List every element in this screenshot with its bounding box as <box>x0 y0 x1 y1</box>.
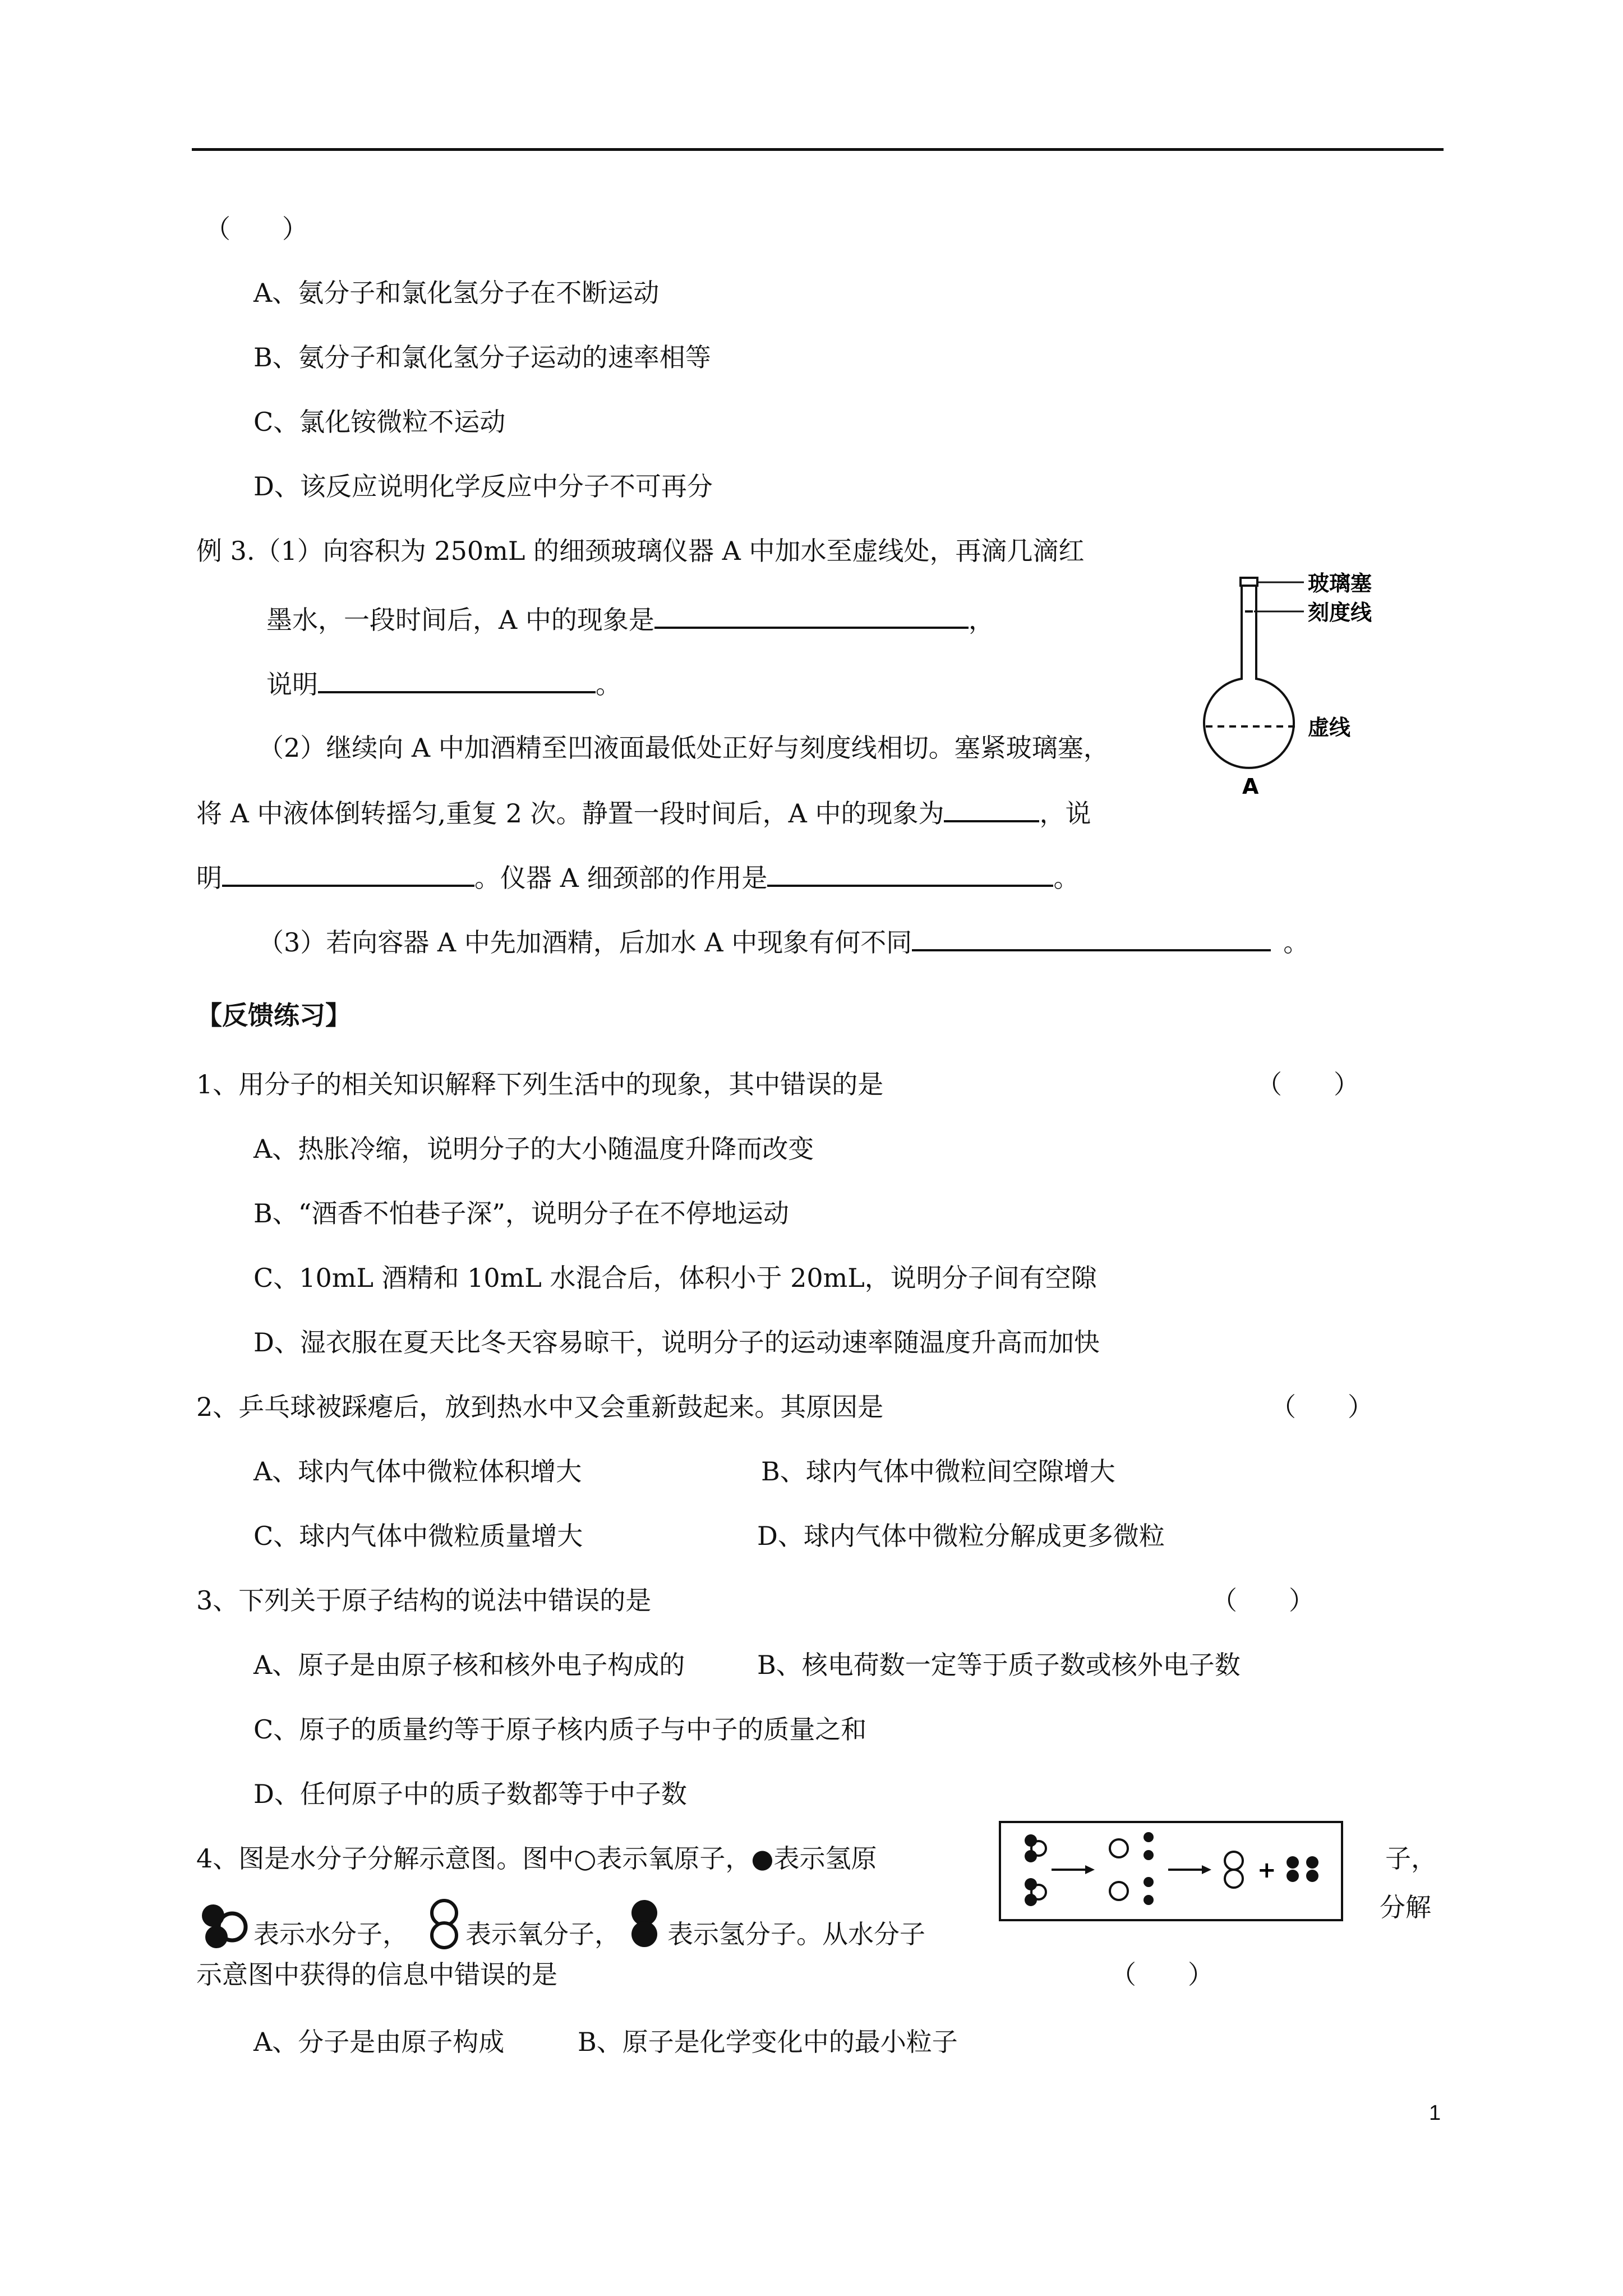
q1-option-d: D、湿衣服在夏天比冬天容易晾干，说明分子的运动速率随温度升高而加快 <box>253 1327 1100 1358</box>
q4-option-a: A、分子是由原子构成 <box>253 2027 505 2057</box>
hydrogen-molecule-icon <box>1306 1870 1318 1882</box>
oxygen-molecule-icon <box>422 1897 467 1950</box>
ex3-line5-text: 将 A 中液体倒转摇匀,重复 2 次。静置一段时间后，A 中的现象为 <box>196 798 944 829</box>
water-molecule-icon <box>197 1899 259 1949</box>
header-rule <box>192 148 1444 151</box>
oxygen-atom-icon <box>1110 1839 1128 1857</box>
flask-name-label: A <box>1242 774 1259 799</box>
q2-option-c: C、球内气体中微粒质量增大 <box>253 1521 583 1551</box>
oxygen-molecule-icon <box>1225 1870 1243 1888</box>
q4-hydrogen-text: 表示氢分子。从水分子 <box>667 1919 925 1949</box>
hydrogen-atom-icon <box>631 1921 657 1947</box>
ex3-line6-end: 。 <box>1053 863 1080 893</box>
q3-stem: 3、下列关于原子结构的说法中错误的是 <box>196 1585 652 1616</box>
section-title: 【反馈练习】 <box>196 1000 351 1030</box>
oxygen-atom-icon <box>432 1923 457 1948</box>
ex3-line3-text: 说明 <box>266 669 318 700</box>
hydrogen-atom-icon <box>1025 1878 1037 1890</box>
q3-paren: （ ） <box>1211 1585 1315 1616</box>
q2-option-b: B、球内气体中微粒间空隙增大 <box>761 1456 1115 1487</box>
water-decomposition-diagram <box>998 1820 1346 1924</box>
q1-stem: 1、用分子的相关知识解释下列生活中的现象，其中错误的是 <box>196 1069 884 1099</box>
hydrogen-molecule-icon <box>1306 1856 1318 1869</box>
ex3-line2-end: ， <box>968 605 994 635</box>
q3-option-a: A、原子是由原子核和核外电子构成的 <box>253 1650 685 1680</box>
ex3-line6-mid: 。仪器 A 细颈部的作用是 <box>474 863 768 893</box>
q4-stem-line1-end: 子， <box>1385 1843 1437 1874</box>
ex3-line4: （2）继续向 A 中加酒精至凹液面最低处正好与刻度线相切。塞紧玻璃塞， <box>258 733 1109 763</box>
q4-stem-line1: 4、图是水分子分解示意图。图中○表示氧原子，●表示氢原 <box>196 1843 877 1874</box>
ex3-line5 <box>196 795 1091 830</box>
ex3-line6-text: 明 <box>196 863 222 893</box>
hydrogen-atom-icon <box>1144 1850 1154 1860</box>
hydrogen-atom-icon <box>1025 1894 1037 1906</box>
q4-paren: （ ） <box>1110 1959 1214 1990</box>
ex3-line7-end: 。 <box>1283 927 1310 958</box>
ex3-line7 <box>258 924 1309 959</box>
page-number: 1 <box>1429 2101 1441 2125</box>
hydrogen-atom-icon <box>1144 1832 1154 1842</box>
stopper-label: 玻璃塞 <box>1308 571 1372 596</box>
option-a: A、氨分子和氯化氢分子在不断运动 <box>253 278 660 308</box>
ex3-line1: 例 3.（1）向容积为 250mL 的细颈玻璃仪器 A 中加水至虚线处，再滴几滴红 <box>196 536 1085 566</box>
glass-stopper <box>1241 578 1257 586</box>
scale-label: 刻度线 <box>1308 600 1372 625</box>
hydrogen-molecule-icon <box>1287 1870 1299 1882</box>
q1-option-a: A、热胀冷缩，说明分子的大小随温度升降而改变 <box>253 1134 814 1164</box>
hydrogen-atom-icon <box>1144 1895 1154 1905</box>
hydrogen-atom-icon <box>205 1926 228 1948</box>
ex3-line6 <box>196 860 1079 895</box>
flask-figure <box>1189 567 1424 802</box>
q3-option-d: D、任何原子中的质子数都等于中子数 <box>253 1779 687 1809</box>
ex3-line2 <box>266 602 994 637</box>
hydrogen-molecule-icon <box>624 1897 666 1950</box>
hydrogen-atom-icon <box>1144 1877 1154 1887</box>
q3-option-b: B、核电荷数一定等于质子数或核外电子数 <box>757 1650 1241 1680</box>
ex3-line3 <box>266 666 621 701</box>
answer-blank <box>654 602 969 629</box>
oxygen-atom-icon <box>1110 1882 1128 1900</box>
q4-water-text: 表示水分子， <box>253 1919 408 1949</box>
q1-option-b: B、“酒香不怕巷子深”，说明分子在不停地运动 <box>253 1198 789 1228</box>
option-c: C、氯化铵微粒不运动 <box>253 407 506 437</box>
ex3-line7-text: （3）若向容器 A 中先加酒精，后加水 A 中现象有何不同 <box>258 927 912 958</box>
hydrogen-atom-icon <box>202 1904 224 1927</box>
q2-option-d: D、球内气体中微粒分解成更多微粒 <box>757 1521 1165 1551</box>
q1-paren: （ ） <box>1256 1069 1359 1099</box>
q4-decompose-text: 分解 <box>1380 1892 1431 1922</box>
q4-option-b: B、原子是化学变化中的最小粒子 <box>578 2027 958 2057</box>
q2-paren: （ ） <box>1270 1392 1373 1422</box>
answer-paren: （ ） <box>205 214 308 244</box>
hydrogen-molecule-icon <box>1287 1856 1299 1869</box>
ex3-line2-text: 墨水，一段时间后，A 中的现象是 <box>266 605 654 635</box>
q4-stem-line3: 示意图中获得的信息中错误的是 <box>196 1959 557 1990</box>
ex3-line3-end: 。 <box>596 669 621 700</box>
answer-blank <box>318 666 596 693</box>
option-d: D、该反应说明化学反应中分子不可再分 <box>253 471 713 501</box>
dashed-label: 虚线 <box>1308 715 1351 740</box>
option-b: B、氨分子和氯化氢分子运动的速率相等 <box>253 342 711 372</box>
plus-sign: + <box>1257 1857 1276 1883</box>
q2-option-a: A、球内气体中微粒体积增大 <box>253 1456 582 1487</box>
q2-stem: 2、乒乓球被踩瘪后，放到热水中又会重新鼓起来。其原因是 <box>196 1392 884 1422</box>
answer-blank <box>767 860 1053 887</box>
q3-option-c: C、原子的质量约等于原子核内质子与中子的质量之和 <box>253 1714 867 1745</box>
ex3-line5-end: ，说 <box>1039 798 1091 829</box>
flask-body <box>1204 586 1294 768</box>
oxygen-molecule-icon <box>1225 1852 1243 1870</box>
q1-option-c: C、10mL 酒精和 10mL 水混合后，体积小于 20mL，说明分子间有空隙 <box>253 1263 1097 1293</box>
answer-blank <box>944 795 1039 822</box>
answer-blank <box>222 860 474 887</box>
hydrogen-atom-icon <box>1025 1834 1037 1847</box>
hydrogen-atom-icon <box>1025 1850 1037 1862</box>
q4-oxygen-text: 表示氧分子， <box>465 1919 620 1949</box>
answer-blank <box>912 924 1271 951</box>
